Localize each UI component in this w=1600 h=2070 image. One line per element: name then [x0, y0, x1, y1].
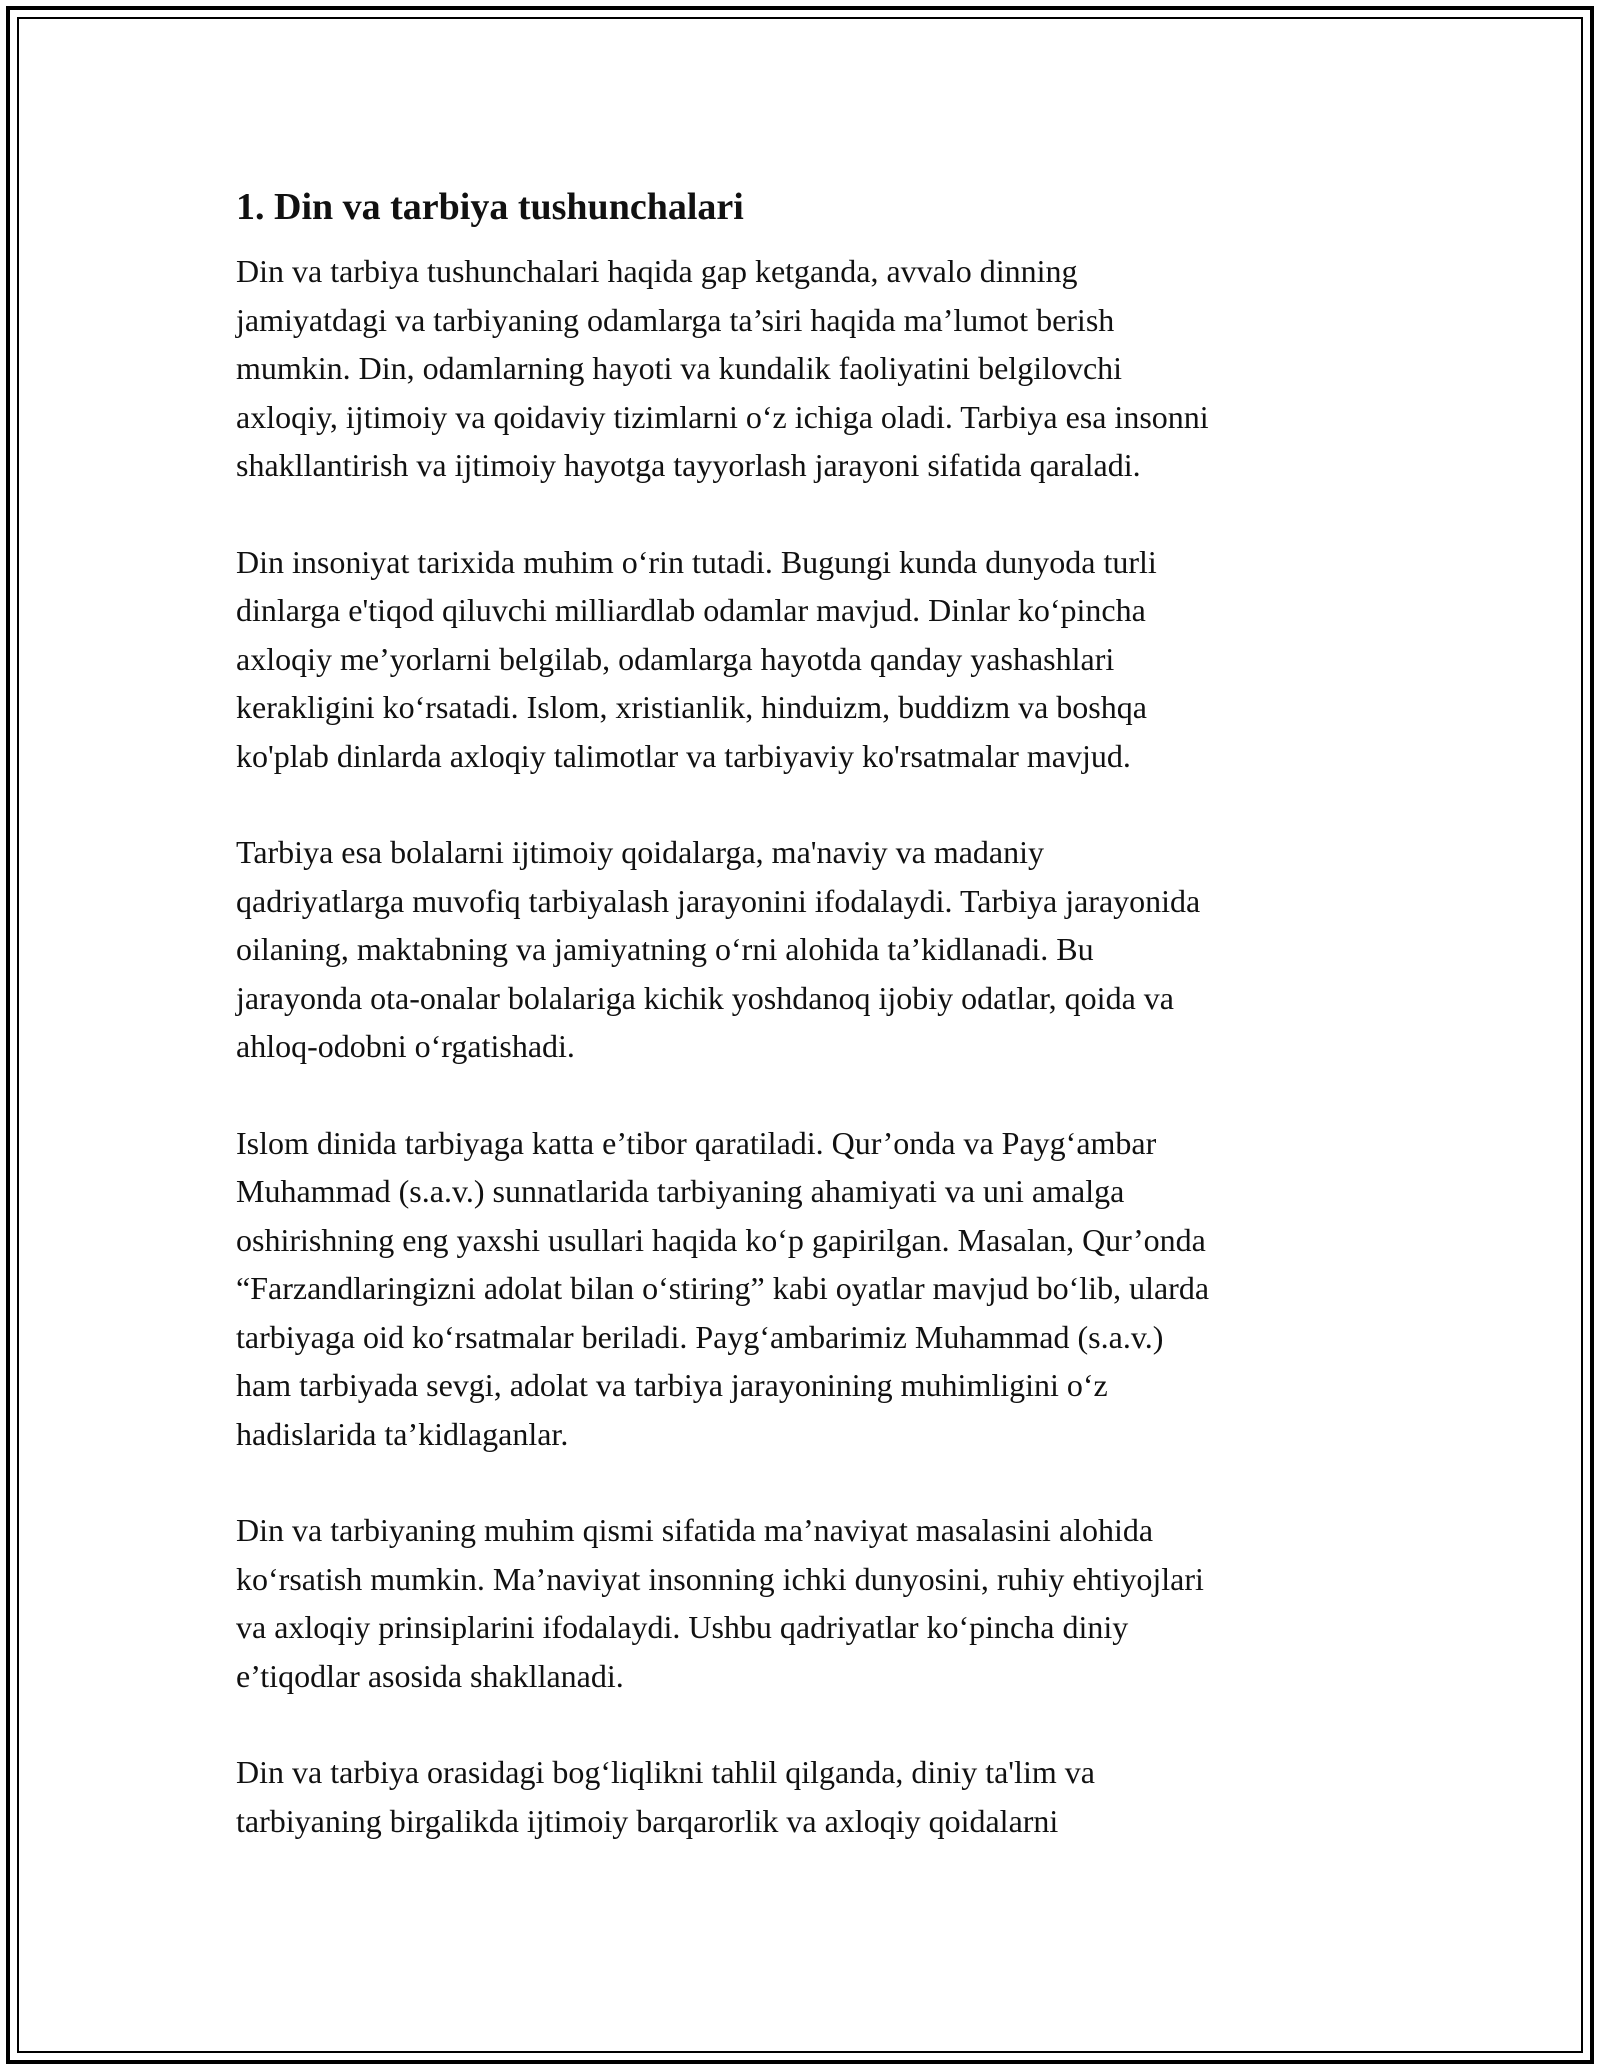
- document-body: [236, 185, 1376, 1893]
- text-line: ko'plab dinlarda axloqiy talimotlar va tarbiyaviy ko'rsatmalar mavjud.: [236, 737, 1131, 774]
- text-line: kerakligini ko‘rsatadi. Islom, xristianlik, hinduizm, buddizm va boshqa: [236, 689, 1147, 725]
- text-line: dinlarga e'tiqod qiluvchi milliardlab odamlar mavjud. Dinlar ko‘pincha: [236, 592, 1146, 628]
- text-line: Din insoniyat tarixida muhim o‘rin tutadi. Bugungi kunda dunyoda turli: [236, 543, 1157, 580]
- text-line: tarbiyaning birgalikda ijtimoiy barqarorlik va axloqiy qoidalarni: [236, 1802, 1059, 1839]
- paragraph: [236, 1119, 1376, 1459]
- text-line: “Farzandlaringizni adolat bilan o‘stiring” kabi oyatlar mavjud bo‘lib, ularda: [236, 1270, 1210, 1306]
- text-line: ko‘rsatish mumkin. Ma’naviyat insonning ichki dunyosini, ruhiy ehtiyojlari: [236, 1560, 1204, 1597]
- text-line: Muhammad (s.a.v.) sunnatlarida tarbiyaning ahamiyati va uni amalga: [236, 1173, 1125, 1209]
- text-line: qadriyatlarga muvofiq tarbiyalash jarayonini ifodalaydi. Tarbiya jarayonida: [236, 882, 1201, 919]
- paragraph: [236, 1506, 1376, 1700]
- text-line: Islom dinida tarbiyaga katta e’tibor qaratiladi. Qur’onda va Payg‘ambar: [236, 1124, 1157, 1161]
- text-line: Din va tarbiya orasidagi bog‘liqlikni tahlil qilganda, diniy ta'lim va: [236, 1754, 1095, 1790]
- text-line: ahloq-odobni o‘rgatishadi.: [236, 1028, 575, 1064]
- paragraph: [236, 1748, 1376, 1845]
- paragraph-container: [236, 247, 1376, 1845]
- text-line: jamiyatdagi va tarbiyaning odamlarga ta’siri haqida ma’lumot berish: [236, 301, 1115, 338]
- paragraph: [236, 247, 1376, 490]
- paragraph: [236, 538, 1376, 781]
- text-line: tarbiyaga oid ko‘rsatmalar beriladi. Payg‘ambarimiz Muhammad (s.a.v.): [236, 1318, 1164, 1355]
- text-line: ham tarbiyada sevgi, adolat va tarbiya jarayonining muhimligini o‘z: [236, 1367, 1108, 1403]
- text-line: mumkin. Din, odamlarning hayoti va kundalik faoliyatini belgilovchi: [236, 350, 1123, 386]
- text-line: hadislarida ta’kidlaganlar.: [236, 1415, 569, 1452]
- section-title: 1. Din va tarbiya tushunchalari: [236, 186, 744, 228]
- text-line: axloqiy me’yorlarni belgilab, odamlarga hayotda qanday yashashlari: [236, 640, 1115, 677]
- text-line: shakllantirish va ijtimoiy hayotga tayyorlash jarayoni sifatida qaraladi.: [236, 447, 1141, 483]
- text-line: va axloqiy prinsiplarini ifodalaydi. Ushbu qadriyatlar ko‘pincha diniy: [236, 1609, 1129, 1645]
- paragraph: [236, 828, 1376, 1071]
- text-line: axloqiy, ijtimoiy va qoidaviy tizimlarni o‘z ichiga oladi. Tarbiya esa insonni: [236, 398, 1209, 435]
- text-line: oshirishning eng yaxshi usullari haqida ko‘p gapirilgan. Masalan, Qur’onda: [236, 1221, 1206, 1258]
- text-line: oilaning, maktabning va jamiyatning o‘rni alohida ta’kidlanadi. Bu: [236, 931, 1094, 967]
- text-line: Din va tarbiya tushunchalari haqida gap ketganda, avvalo dinning: [236, 253, 1078, 289]
- text-line: jarayonda ota-onalar bolalariga kichik yoshdanoq ijobiy odatlar, qoida va: [236, 979, 1174, 1016]
- text-line: Din va tarbiyaning muhim qismi sifatida ma’naviyat masalasini alohida: [236, 1512, 1154, 1548]
- text-line: e’tiqodlar asosida shakllanadi.: [236, 1657, 624, 1694]
- text-line: Tarbiya esa bolalarni ijtimoiy qoidalarga, ma'naviy va madaniy: [236, 834, 1045, 870]
